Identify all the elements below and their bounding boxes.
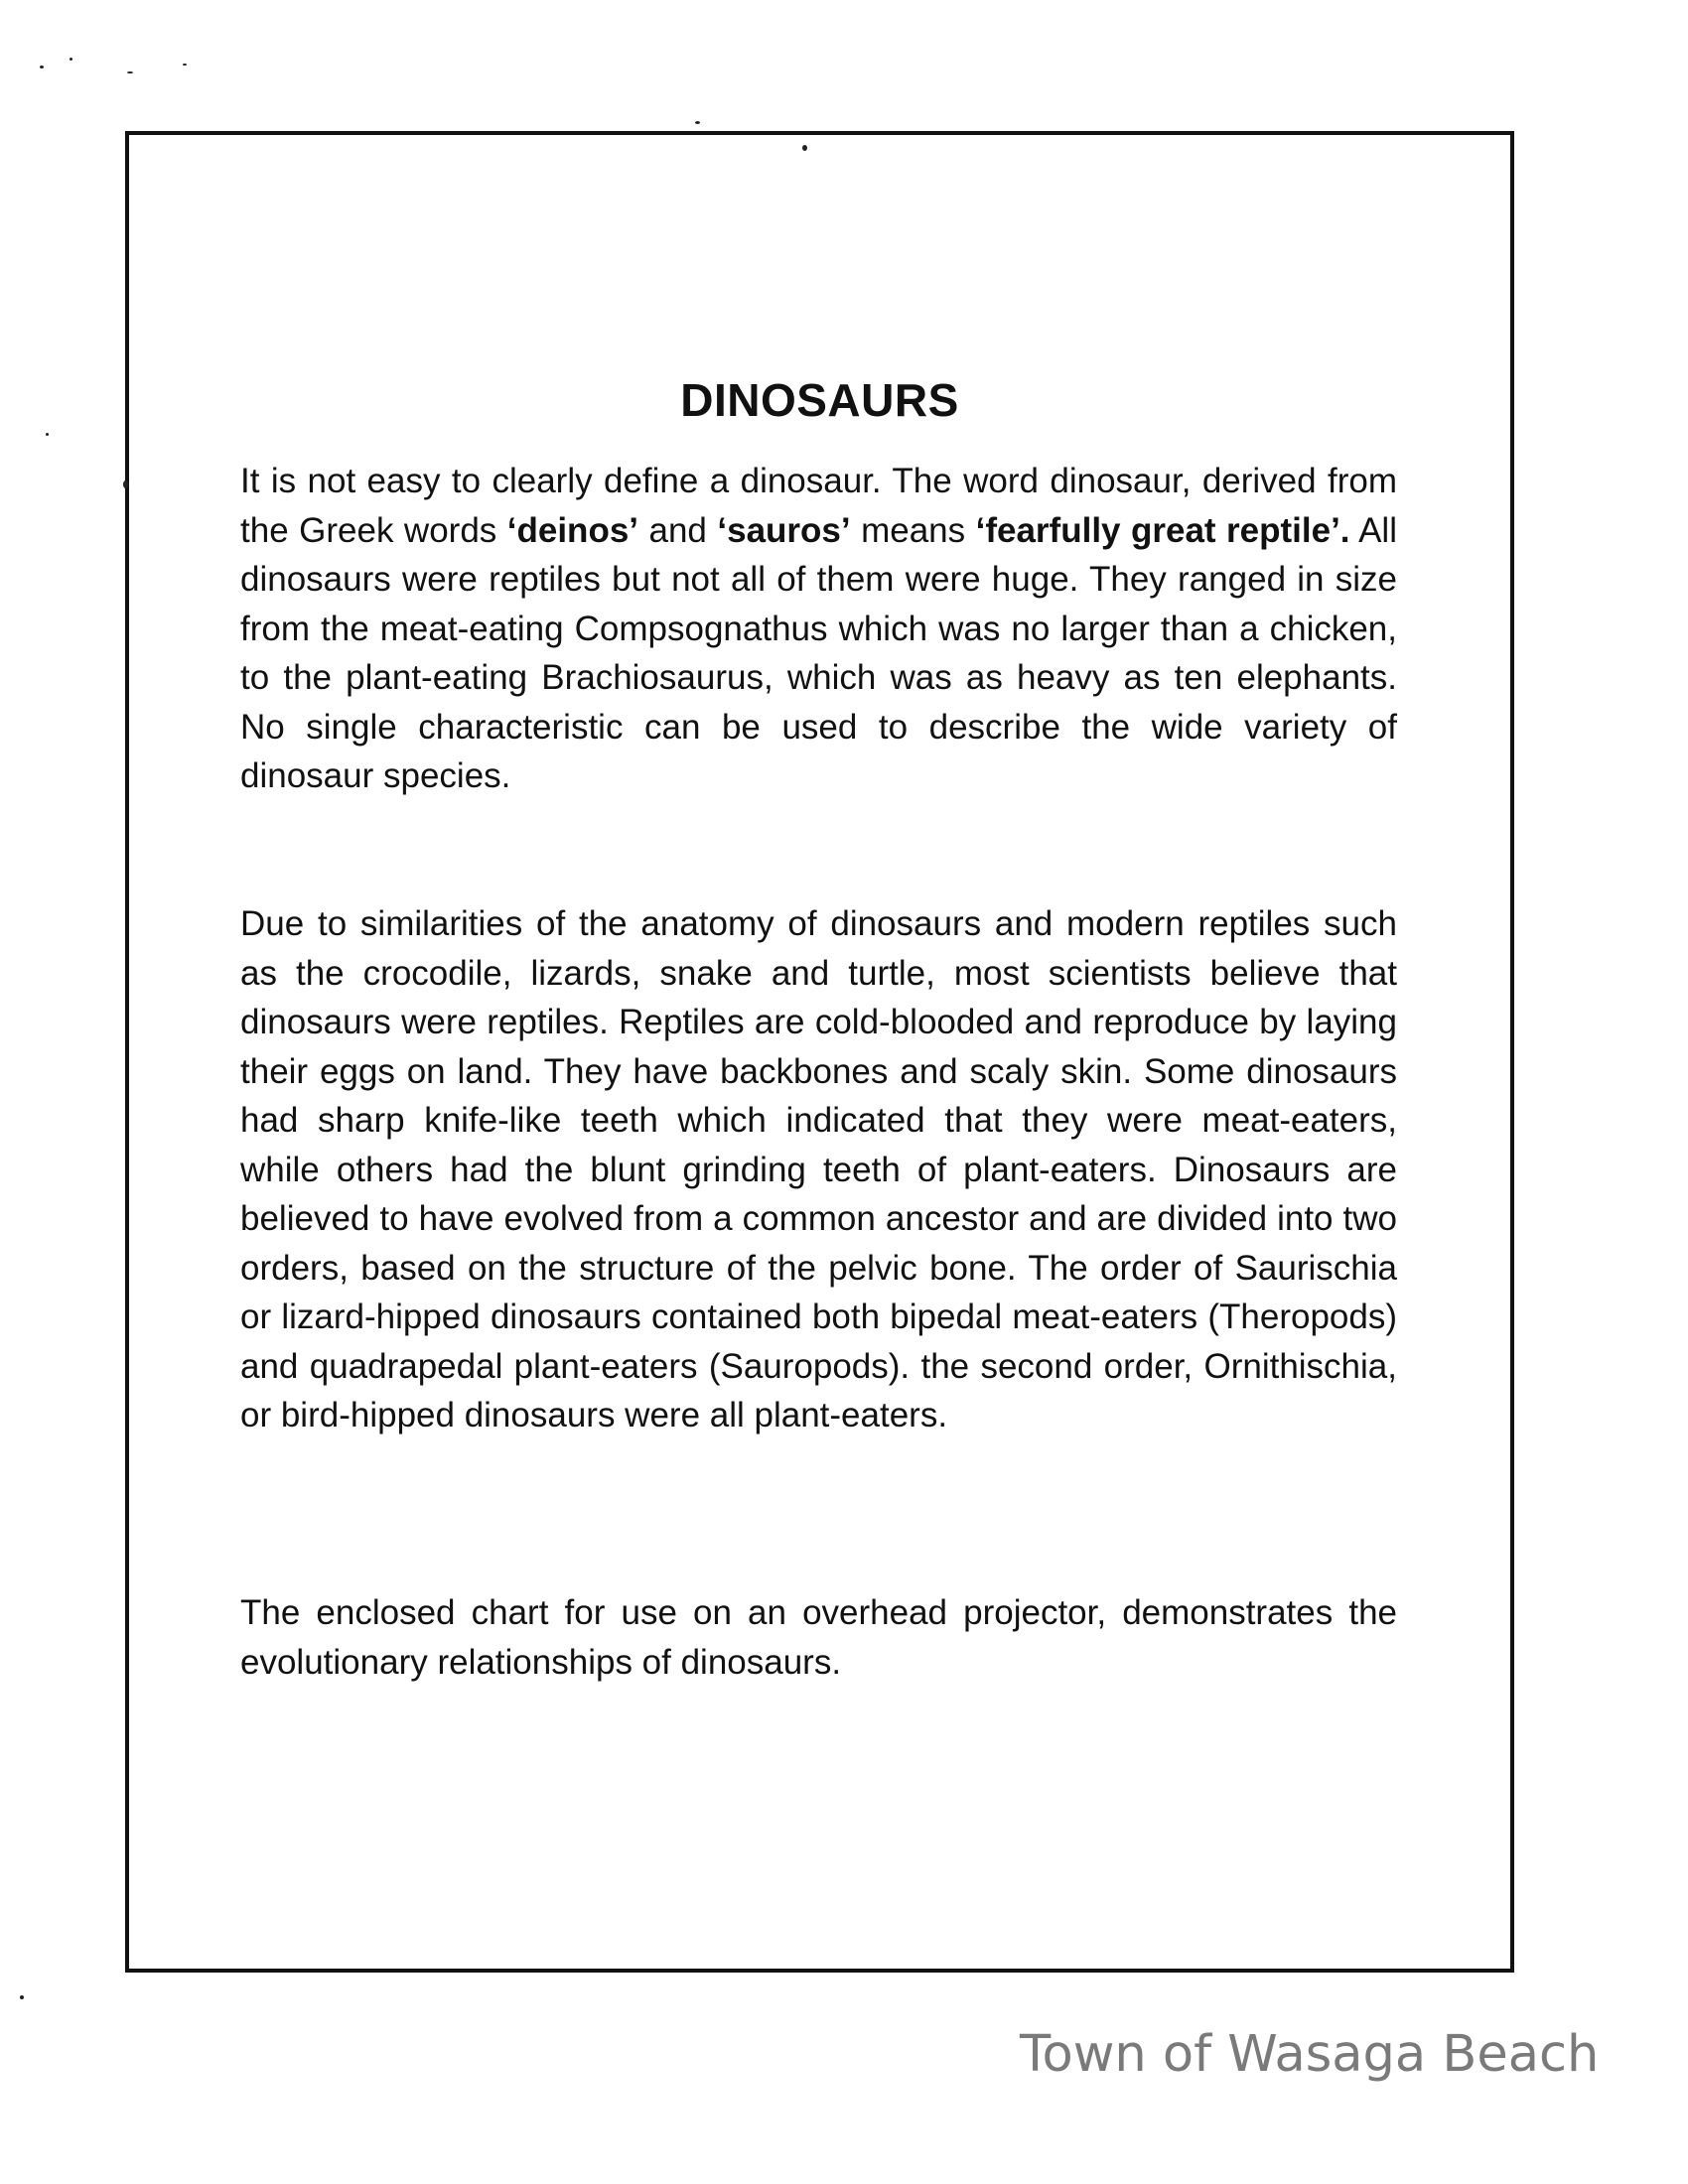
scan-speck	[802, 145, 807, 151]
paragraph-text: means	[850, 510, 976, 550]
paragraph-text: All dinosaurs were reptiles but not all of them were huge. They ranged in size from the meat-eating Compsognathus which was no larger than a chicken, to the plant-eating Brachiosaurus, which was as heavy as ten elephants. No single characteristic can be used to describe the wide variety of dinosaur species.	[240, 510, 1397, 795]
bold-term-sauros: ‘sauros’	[717, 510, 851, 550]
paragraph-text: It is not easy to clearly define a dinosaur. The word dinosaur, derived from the Greek words	[240, 462, 1397, 550]
paragraph-chart-note: The enclosed chart for use on an overhead projector, demonstrates the evolutionary relationships of dinosaurs.	[240, 1593, 1397, 1682]
scan-speck	[40, 66, 44, 68]
paragraph-text: and	[638, 510, 718, 550]
bold-term-deinos: ‘deinos’	[506, 510, 639, 550]
scan-speck	[127, 71, 133, 73]
scan-speck	[70, 58, 72, 61]
page-border-frame	[125, 131, 1514, 1973]
watermark-text: Town of Wasaga Beach	[1020, 2025, 1600, 2084]
scan-speck	[46, 433, 49, 436]
paragraph-anatomy: Due to similarities of the anatomy of dinosaurs and modern reptiles such as the crocodile, lizards, snake and turtle, most scientists believe that dinosaurs were reptiles. Reptiles are cold-blooded and reproduce by laying their eggs on land. They have backbones and scaly skin. Some dinosaurs had sharp knife-like teeth which indicated that they were meat-eaters, while others had the blunt grinding teeth of plant-eaters. Dinosaurs are believed to have evolved from a common ancestor and are divided into two orders, based on the structure of the pelvic bone. The order of Saurischia or lizard-hipped dinosaurs contained both bipedal meat-eaters (Theropods) and quadrapedal plant-eaters (Sauropods). the second order, Ornithischia, or bird-hipped dinosaurs were all plant-eaters.	[240, 904, 1397, 1434]
scan-speck	[183, 64, 187, 66]
paragraph-definition	[240, 457, 1397, 801]
scan-speck	[123, 480, 128, 488]
bold-term-meaning: ‘fearfully great reptile’.	[975, 510, 1350, 550]
scan-speck	[20, 1995, 24, 1999]
scan-speck	[695, 121, 700, 124]
page-title: DINOSAURS	[680, 374, 959, 426]
